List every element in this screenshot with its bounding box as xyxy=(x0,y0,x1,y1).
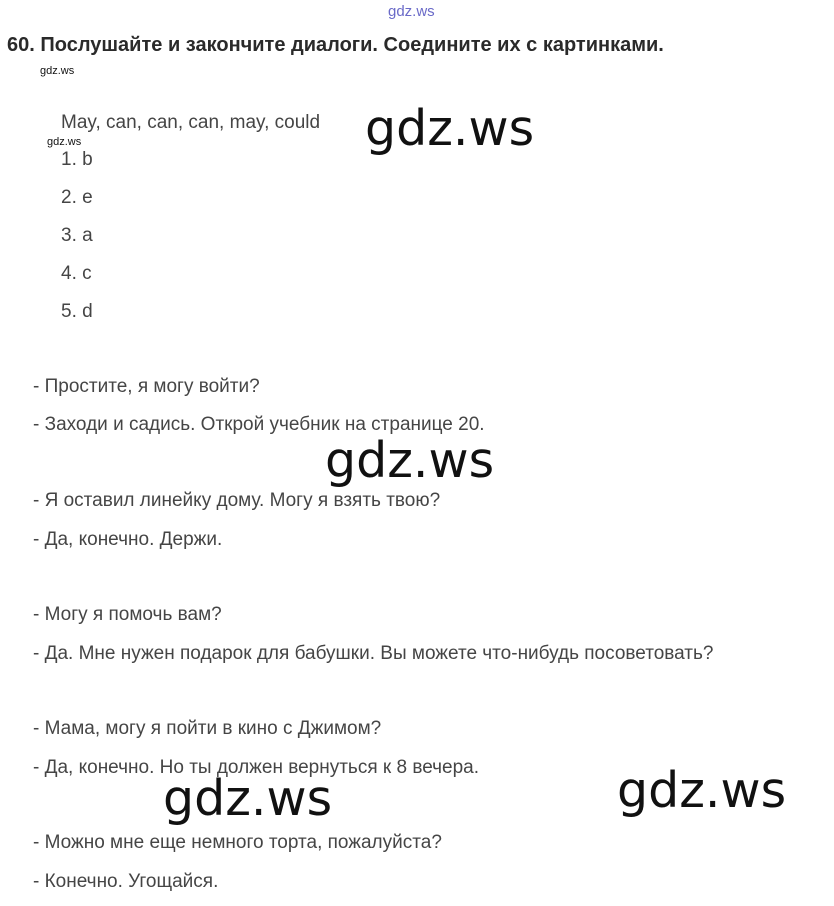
answer-1: 1. b xyxy=(61,149,93,170)
answer-2: 2. e xyxy=(61,187,93,208)
answer-5: 5. d xyxy=(61,301,93,322)
dialogue-5-line-1: - Можно мне еще немного торта, пожалуйста? xyxy=(33,832,442,853)
watermark-small-2: gdz.ws xyxy=(47,136,82,148)
answer-3: 3. a xyxy=(61,225,93,246)
task-heading xyxy=(7,34,664,57)
task-number: 60. xyxy=(7,34,35,56)
dialogue-2-line-1: - Я оставил линейку дому. Могу я взять твою? xyxy=(33,490,441,511)
dialogue-3-line-1: - Могу я помочь вам? xyxy=(33,604,222,625)
watermark-top: gdz.ws xyxy=(388,3,435,20)
dialogue-3-line-2: - Да. Мне нужен подарок для бабушки. Вы можете что-нибудь посоветовать? xyxy=(33,643,714,664)
watermark-big-2: gdz.ws xyxy=(325,432,495,489)
dialogue-1-line-1: - Простите, я могу войти? xyxy=(33,376,260,397)
dialogue-5-line-2: - Конечно. Угощайся. xyxy=(33,871,219,892)
dialogue-4-line-2: - Да, конечно. Но ты должен вернуться к 8 вечера. xyxy=(33,757,480,778)
watermark-small-1: gdz.ws xyxy=(40,65,75,77)
watermark-big-4: gdz.ws xyxy=(617,762,787,819)
dialogue-1-line-2: - Заходи и садись. Открой учебник на странице 20. xyxy=(33,414,485,435)
task-text: Послушайте и закончите диалоги. Соедините их с картинками. xyxy=(40,34,664,56)
words-line: May, can, can, can, may, could xyxy=(61,112,321,133)
watermark-big-1: gdz.ws xyxy=(365,100,535,157)
answer-4: 4. c xyxy=(61,263,92,284)
watermark-big-3: gdz.ws xyxy=(163,770,333,827)
dialogue-4-line-1: - Мама, могу я пойти в кино с Джимом? xyxy=(33,718,382,739)
dialogue-2-line-2: - Да, конечно. Держи. xyxy=(33,529,223,550)
